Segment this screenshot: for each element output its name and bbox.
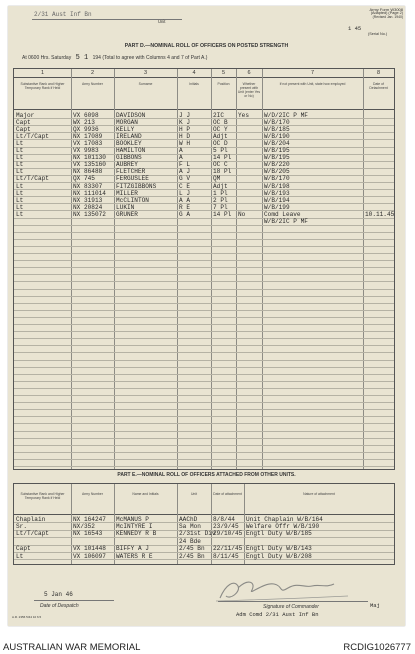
- part-d-cell: Lt: [16, 139, 24, 147]
- part-d-cell: WX 213: [73, 118, 95, 126]
- part-d-cell: R E: [179, 203, 190, 211]
- part-d-ruled-line: [14, 381, 394, 382]
- part-d-cell: A: [179, 147, 183, 154]
- part-e-cell: Unit Chaplain W/B/164: [246, 515, 323, 523]
- part-d-cell: W/B/193: [264, 189, 290, 197]
- part-d-cell: F L: [179, 161, 190, 169]
- part-d-ruled-line: [14, 459, 394, 460]
- subtitle-suffix: 194 (Total to agree with Columns 4 and 7 of Part A.): [92, 55, 208, 61]
- part-d-cell: MILLER: [116, 189, 138, 197]
- part-d-cell: DAVIDSON: [116, 111, 146, 119]
- part-d-cell: G A: [179, 210, 190, 218]
- part-d-cell: W/B/198: [264, 182, 290, 190]
- part-e-cell: 8/11/45: [213, 552, 239, 560]
- part-d-ruled-line: [14, 296, 394, 297]
- part-d-cell: OC C: [213, 161, 228, 169]
- part-d-cell: VX 17083: [73, 139, 103, 147]
- serial-number: 1 45: [348, 25, 362, 32]
- despatch-date: 5 Jan 46: [44, 591, 73, 598]
- part-d-ruled-line: [14, 139, 394, 140]
- part-e-cell: Engtl Duty W/B/208: [246, 552, 312, 560]
- part-d-cell: Lt: [16, 210, 24, 218]
- column-number: 5: [221, 70, 226, 76]
- caption-left: AUSTRALIAN WAR MEMORIAL: [3, 642, 141, 653]
- part-d-ruled-line: [14, 274, 394, 275]
- part-e-column-header: Unit: [190, 492, 198, 496]
- column-number: 7: [310, 70, 315, 76]
- part-d-cell: W/B/190: [264, 132, 290, 140]
- part-e-column-header: Name and Initials: [132, 492, 159, 496]
- part-d-cell: No: [238, 210, 246, 218]
- part-e-cell: Welfare Offr W/B/190: [246, 522, 320, 530]
- part-d-ruled-line: [14, 253, 394, 254]
- part-d-ruled-line: [14, 445, 394, 446]
- part-e-cell: 2/45 Bn: [179, 552, 205, 560]
- column-header: Surname: [138, 82, 153, 86]
- part-d-cell: Lt: [16, 147, 24, 154]
- part-d-ruled-line: [14, 267, 394, 268]
- column-number: 2: [90, 70, 95, 76]
- column-number: 3: [143, 70, 148, 76]
- part-d-ruled-line: [14, 189, 394, 190]
- part-d-ruled-line: [14, 466, 394, 467]
- part-e-cell: KENNEDY R B: [116, 530, 157, 538]
- part-d-cell: W/B/170: [264, 118, 290, 126]
- part-d-cell: Lt: [16, 203, 24, 211]
- part-d-ruled-line: [14, 289, 394, 290]
- part-d-cell: AUBREY: [116, 161, 138, 169]
- part-d-cell: Lt: [16, 189, 24, 197]
- part-d-cell: NX 101130: [73, 154, 106, 162]
- part-d-cell: QX 745: [73, 175, 95, 183]
- part-d-cell: 18 Pl: [213, 168, 232, 176]
- part-e-cell: Capt: [16, 545, 31, 553]
- part-d-ruled-line: [14, 338, 394, 339]
- part-e-cell: NX/352: [73, 522, 95, 530]
- part-e-cell: 22/11/45: [213, 545, 243, 553]
- part-d-cell: VX 6098: [73, 111, 99, 119]
- part-d-ruled-line: [14, 210, 394, 211]
- column-number: 1: [40, 70, 45, 76]
- part-d-cell: J J: [179, 111, 190, 119]
- part-d-ruled-line: [14, 147, 394, 148]
- part-d-table: [13, 68, 395, 470]
- part-d-cell: 2IC: [213, 111, 224, 119]
- part-d-cell: 5 Pl: [213, 147, 228, 154]
- part-d-ruled-line: [14, 281, 394, 282]
- column-header: Whether present with Unit (enter Yes or No): [237, 82, 261, 99]
- commander-signature: [208, 574, 358, 604]
- part-e-cell: VX 106097: [73, 552, 106, 560]
- part-d-cell: W/D/2IC P MF: [264, 111, 308, 119]
- part-d-ruled-line: [14, 125, 394, 126]
- part-d-cell: KELLY: [116, 125, 135, 133]
- part-d-cell: NX 17089: [73, 132, 103, 140]
- part-d-cell: VX 9983: [73, 147, 99, 154]
- part-d-subtitle: [22, 55, 207, 62]
- part-d-ruled-line: [14, 331, 394, 332]
- part-d-cell: Lt/T/Capt: [16, 132, 49, 140]
- part-d-cell: G V: [179, 175, 190, 183]
- part-d-ruled-line: [14, 132, 394, 133]
- part-d-cell: LUKIN: [116, 203, 135, 211]
- part-d-cell: IRELAND: [116, 132, 142, 140]
- part-d-ruled-line: [14, 395, 394, 396]
- part-e-cell: Engtl Duty W/B/143: [246, 545, 312, 553]
- part-d-cell: Comd Leave: [264, 210, 301, 218]
- part-e-column-header: Substantive Rank and Higher Temporary Rank if Held: [20, 492, 65, 501]
- part-e-cell: Lt: [16, 552, 24, 560]
- part-e-cell: WATERS R E: [116, 552, 153, 560]
- part-d-cell: W/B/194: [264, 196, 290, 204]
- part-e-cell: McINTYRE I: [116, 522, 153, 530]
- part-d-ruled-line: [14, 225, 394, 226]
- form-line: Army Form W3008: [369, 7, 403, 12]
- part-d-cell: HAMILTON: [116, 147, 146, 154]
- part-d-ruled-line: [14, 118, 394, 119]
- column-number: 6: [247, 70, 251, 76]
- part-d-title: PART D.—NOMINAL ROLL OF OFFICERS ON POSTED STRENGTH: [124, 43, 289, 49]
- part-e-cell: 24 Bde: [179, 537, 201, 545]
- part-d-cell: H D: [179, 132, 190, 140]
- part-d-cell: 2 Pl: [213, 196, 228, 204]
- part-d-cell: 10.11.45: [365, 210, 395, 218]
- part-d-cell: 14 Pl: [213, 210, 232, 218]
- part-d-ruled-line: [14, 182, 394, 183]
- part-d-cell: NX 83307: [73, 182, 103, 190]
- part-d-ruled-line: [14, 175, 394, 176]
- part-d-cell: GRUNER: [116, 210, 138, 218]
- part-d-cell: K J: [179, 118, 190, 126]
- column-number: 8: [376, 70, 381, 76]
- form-reference: [333, 8, 403, 19]
- part-d-cell: A: [179, 154, 183, 162]
- part-d-cell: GIBBONS: [116, 154, 142, 162]
- part-d-ruled-line: [14, 431, 394, 432]
- part-d-cell: Lt: [16, 161, 24, 169]
- part-e-ruled-line: [14, 522, 394, 523]
- part-d-ruled-line: [14, 452, 394, 453]
- part-d-ruled-line: [14, 161, 394, 162]
- part-d-cell: QM: [213, 175, 221, 183]
- part-d-cell: W H: [179, 139, 190, 147]
- column-header: Army Number: [82, 82, 103, 86]
- part-d-ruled-line: [14, 402, 394, 403]
- column-header: Substantive Rank and Higher Temporary Rank if Held: [20, 82, 65, 91]
- part-d-cell: W/B/195: [264, 147, 290, 154]
- part-d-cell: MORGAN: [116, 118, 138, 126]
- part-d-cell: NX 111014: [73, 189, 106, 197]
- unit-name: 2/31 Aust Inf Bn: [34, 11, 92, 18]
- caption-right: RCDIG1026777: [343, 642, 411, 653]
- part-d-ruled-line: [14, 416, 394, 417]
- part-d-cell: Lt: [16, 168, 24, 176]
- signature-line: [218, 601, 368, 602]
- commander-unit: Adm Comd 2/31 Aust Inf Bn: [236, 611, 319, 618]
- part-d-ruled-line: [14, 374, 394, 375]
- part-d-cell: A J: [179, 168, 190, 176]
- part-d-cell: W/B/199: [264, 203, 290, 211]
- part-d-cell: OC Y: [213, 125, 228, 133]
- part-d-cell: FITZGIBBONS: [116, 182, 157, 190]
- part-d-cell: W/B/2IC P MF: [264, 218, 308, 225]
- part-d-ruled-line: [14, 246, 394, 247]
- column-header: Date of Detachment: [369, 82, 388, 91]
- part-d-cell: VX 135160: [73, 161, 106, 169]
- part-d-cell: Capt: [16, 118, 31, 126]
- despatch-line: [34, 600, 114, 601]
- part-e-cell: BIFFY A J: [116, 545, 149, 553]
- part-e-cell: Lt/T/Capt: [16, 530, 49, 538]
- part-e-cell: 29/10/45: [213, 530, 243, 538]
- signature-rank: Maj: [370, 602, 380, 609]
- part-e-cell: NX 16543: [73, 530, 103, 538]
- part-d-ruled-line: [14, 168, 394, 169]
- column-header: Initials: [189, 82, 199, 86]
- part-d-cell: Lt: [16, 182, 24, 190]
- part-d-ruled-line: [14, 423, 394, 424]
- part-d-ruled-line: [14, 239, 394, 240]
- part-d-cell: FERGUSLEE: [116, 175, 149, 183]
- part-d-cell: W/B/204: [264, 139, 290, 147]
- part-e-cell: Sa Mon: [179, 522, 201, 530]
- part-d-cell: McCLINTON: [116, 196, 149, 204]
- part-e-cell: AAChD: [179, 515, 198, 523]
- part-d-ruled-line: [14, 409, 394, 410]
- part-d-ruled-line: [14, 317, 394, 318]
- part-d-cell: OC D: [213, 139, 228, 147]
- part-d-cell: W/B/195: [264, 154, 290, 162]
- part-d-cell: Capt: [16, 125, 31, 133]
- part-e-column-header: Nature of attachment: [303, 492, 335, 496]
- signature-label: Signature of Commander: [263, 604, 319, 610]
- part-e-title: PART E.—NOMINAL ROLL OF OFFICERS ATTACHED FROM OTHER UNITS.: [117, 472, 296, 478]
- part-e-cell: Sr.: [16, 522, 27, 530]
- part-d-ruled-line: [14, 196, 394, 197]
- part-d-cell: L J: [179, 189, 190, 197]
- part-d-cell: Yes: [238, 111, 249, 119]
- part-d-ruled-line: [14, 438, 394, 439]
- serial-label: (Serial No.): [368, 32, 388, 36]
- part-e-table: [13, 483, 395, 565]
- part-e-cell: 23/9/45: [213, 522, 239, 530]
- part-e-cell: Chaplain: [16, 515, 46, 523]
- part-d-ruled-line: [14, 232, 394, 233]
- part-d-ruled-line: [14, 360, 394, 361]
- part-e-cell: VX 101448: [73, 545, 106, 553]
- part-d-cell: Lt: [16, 196, 24, 204]
- unit-label: Unit: [158, 19, 166, 24]
- part-d-cell: Lt: [16, 154, 24, 162]
- part-d-ruled-line: [14, 324, 394, 325]
- column-number: 4: [192, 70, 196, 76]
- part-d-cell: OC B: [213, 118, 228, 126]
- part-d-cell: FLETCHER: [116, 168, 146, 176]
- part-d-cell: W/B/205: [264, 168, 290, 176]
- part-d-cell: QX 9936: [73, 125, 99, 133]
- part-d-cell: 1 Pl: [213, 189, 228, 197]
- part-d-cell: Adjt: [213, 132, 228, 140]
- part-d-ruled-line: [14, 388, 394, 389]
- part-d-cell: C E: [179, 182, 190, 190]
- part-e-cell: NX 164247: [73, 515, 106, 523]
- part-d-cell: W/B/170: [264, 175, 290, 183]
- part-d-ruled-line: [14, 345, 394, 346]
- part-d-cell: W/B/185: [264, 125, 290, 133]
- part-e-cell: Engtl Duty W/B/185: [246, 530, 312, 538]
- part-e-cell: 2/31st Div: [179, 530, 216, 538]
- part-e-cell: 8/8/44: [213, 515, 235, 523]
- part-d-cell: NX 20824: [73, 203, 103, 211]
- column-header: Position: [217, 82, 230, 86]
- roll-date: 5 1: [75, 54, 89, 62]
- subtitle-prefix: At 0600 Hrs. Saturday: [22, 55, 72, 61]
- part-d-cell: Adjt: [213, 182, 228, 190]
- part-d-ruled-line: [14, 367, 394, 368]
- part-d-cell: A A: [179, 196, 190, 204]
- caption-bar: [0, 630, 415, 654]
- part-d-cell: 14 Pl: [213, 154, 232, 162]
- column-header: If not present with Unit, state how employed: [279, 82, 346, 86]
- part-e-cell: 2/45 Bn: [179, 545, 205, 553]
- part-d-ruled-line: [14, 203, 394, 204]
- part-d-ruled-line: [14, 218, 394, 219]
- part-d-cell: NX 135072: [73, 210, 106, 218]
- part-d-cell: BOOKLEY: [116, 139, 142, 147]
- part-d-ruled-line: [14, 303, 394, 304]
- part-d-cell: H P: [179, 125, 190, 133]
- part-d-cell: Major: [16, 111, 35, 119]
- form-line: (Revised Jan. 1940): [372, 14, 403, 19]
- part-e-column-header: Date of attachment: [213, 492, 242, 496]
- part-d-cell: W/B/220: [264, 161, 290, 169]
- document-page: [8, 6, 405, 626]
- part-d-ruled-line: [14, 352, 394, 353]
- part-d-cell: Lt/T/Capt: [16, 175, 49, 183]
- part-d-ruled-line: [14, 260, 394, 261]
- despatch-label: Date of Despatch: [40, 603, 79, 609]
- part-d-ruled-line: [14, 310, 394, 311]
- part-d-ruled-line: [14, 154, 394, 155]
- part-d-cell: NX 31913: [73, 196, 103, 204]
- part-d-cell: NX 86488: [73, 168, 103, 176]
- part-e-cell: McMANUS P: [116, 515, 149, 523]
- part-d-cell: 7 Pl: [213, 203, 228, 211]
- part-e-column-header: Army Number: [82, 492, 103, 496]
- print-code: A.R. 2356 5/44 10 6.5: [12, 615, 42, 619]
- form-line: (Adapted) (Page 2): [370, 11, 403, 15]
